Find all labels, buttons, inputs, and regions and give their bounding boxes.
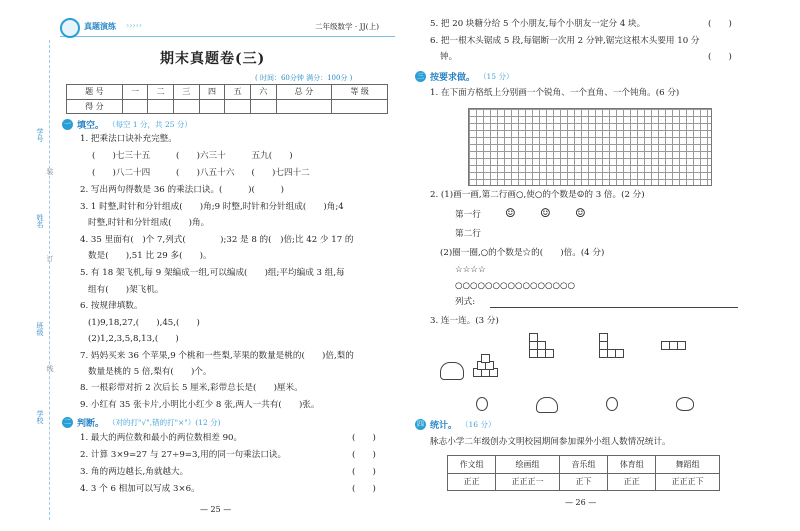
question-line: 4. 35 里面有( )个 7,列式( );32 是 8 的( )倍;比 42 少 17 的 [80, 235, 354, 245]
task-line: 2. (1)画一画,第二行画○,使○的个数是☺的 3 倍。(2 分) [430, 190, 645, 200]
score-table [66, 84, 388, 114]
star-row: ☆☆☆☆ [455, 265, 486, 275]
section-2-title: 判断。 [77, 419, 105, 429]
question-line: 2. 写出两句得数是 36 的乘法口诀。( )( ) [80, 185, 285, 195]
score-cell[interactable] [148, 99, 174, 114]
header-logo-icon [60, 18, 80, 38]
score-cell[interactable] [225, 99, 251, 114]
section-2-number: 二 [64, 418, 71, 426]
smiley-icon: ☺ [575, 206, 586, 220]
row-label-first: 第一行 [455, 210, 481, 220]
question-line: 数是( ),51 比 29 多( )。 [88, 251, 212, 261]
score-table-header-row [67, 85, 388, 100]
side-marker: 订 [46, 255, 54, 262]
question-line: (1)9,18,27,( ),45,( ) [88, 318, 200, 328]
stat-header: 舞蹈组 [656, 456, 720, 474]
score-cell[interactable] [332, 99, 388, 114]
question-line: 组有( )架飞机。 [88, 285, 164, 295]
stat-header: 作文组 [448, 456, 496, 474]
answer-bracket[interactable]: ( ) [708, 52, 732, 62]
score-header: 二 [148, 85, 174, 100]
score-header: 一 [122, 85, 148, 100]
section-4-number: 四 [417, 420, 424, 428]
answer-bracket[interactable]: ( ) [352, 433, 376, 443]
elephant-icon[interactable] [440, 362, 464, 380]
question-line: 1. 把乘法口诀补充完整。 [80, 134, 177, 144]
header-badge: 真题演练 [84, 21, 116, 31]
smiley-icon: ☺ [540, 206, 551, 220]
score-cell[interactable] [173, 99, 199, 114]
bird-icon[interactable] [606, 397, 618, 411]
section-1-score: （每空 1 分，共 25 分） [108, 120, 192, 129]
judge-line: 4. 3 个 6 相加可以写成 3×6。 [80, 484, 200, 494]
section-4-heading [415, 418, 495, 431]
question-line: ( )七三十五 ( )六三十 五九( ) [92, 151, 293, 161]
stat-tally: 正下 [559, 473, 607, 491]
page-subtitle: ( 时间：60分钟 满分：100分 ) [255, 74, 353, 82]
score-header: 题 号 [67, 85, 123, 100]
stat-header-row [448, 456, 720, 474]
stat-intro: 脉志小学二年级创办文明校园期间参加课外小组人数情况统计。 [430, 437, 671, 447]
judge-line: 1. 最大的两位数和最小的两位数相差 90。 [80, 433, 243, 443]
header-subject: 二年级数学 · JJ(上) [315, 22, 380, 31]
judge-line: 6. 把一根木头锯成 5 段,每锯断一次用 2 分钟,锯完这根木头要用 10 分 [430, 36, 700, 46]
equation-answer-line[interactable] [490, 307, 738, 308]
elephant-icon[interactable] [536, 397, 558, 413]
score-header: 五 [225, 85, 251, 100]
circle-row: ○○○○○○○○○○○○○○○○ [455, 281, 575, 291]
binding-line [49, 40, 50, 520]
judge-line: 3. 角的两边越长,角就越大。 [80, 467, 189, 477]
score-header: 六 [250, 85, 276, 100]
score-row-label: 得 分 [67, 99, 123, 114]
section-1-heading [62, 118, 192, 131]
side-marker: 线 [46, 365, 54, 372]
section-1-number: 一 [64, 120, 71, 128]
page-number-left: — 25 — [200, 505, 232, 514]
stat-table [447, 455, 720, 491]
score-cell[interactable] [250, 99, 276, 114]
task-line: (2)圈一圈,○的个数是☆的( )倍。(4 分) [440, 248, 605, 258]
page-number-right: — 26 — [565, 498, 597, 507]
answer-bracket[interactable]: ( ) [352, 467, 376, 477]
score-cell[interactable] [122, 99, 148, 114]
side-label-class: 班级 [36, 322, 44, 336]
section-4-score: （16 分） [461, 420, 496, 429]
grid-paper[interactable] [468, 108, 712, 186]
score-table-score-row [67, 99, 388, 114]
judge-line: 钟。 [440, 52, 458, 62]
question-line: 6. 按规律填数。 [80, 301, 143, 311]
score-header: 等 级 [332, 85, 388, 100]
side-label-name: 姓名 [36, 214, 44, 228]
stat-header: 体育组 [608, 456, 656, 474]
question-line: 7. 妈妈买来 36 个苹果,9 个桃和一些梨,苹果的数量是桃的( )倍,梨的 [80, 351, 354, 361]
stat-header: 绘画组 [496, 456, 560, 474]
judge-line: 5. 把 20 块糖分给 5 个小朋友,每个小朋友一定分 4 块。 [430, 19, 646, 29]
question-line: (2)1,2,3,5,8,13,( ) [88, 334, 179, 344]
butterfly-icon[interactable] [676, 397, 694, 411]
task-line: 3. 连一连。(3 分) [430, 316, 499, 326]
question-line: ( )八二十四 ( )八五十六 ( )七四十二 [92, 168, 310, 178]
score-header: 四 [199, 85, 225, 100]
score-header: 三 [173, 85, 199, 100]
question-line: 5. 有 18 架飞机,每 9 架编成一组,可以编成( )组;平均编成 3 组,每 [80, 268, 345, 278]
header-bar [60, 18, 395, 37]
question-line: 8. 一根彩带对折 2 次后长 5 厘米,彩带总长是( )厘米。 [80, 383, 303, 393]
stat-header: 音乐组 [559, 456, 607, 474]
question-line: 9. 小红有 35 张卡片,小明比小红少 8 张,两人一共有( )张。 [80, 400, 320, 410]
score-cell[interactable] [199, 99, 225, 114]
section-3-heading [415, 70, 513, 83]
stat-tally: 正正正下 [656, 473, 720, 491]
answer-bracket[interactable]: ( ) [352, 484, 376, 494]
stat-tally: 正正 [608, 473, 656, 491]
judge-line: 2. 计算 3×9=27 与 27÷9=3,用的同一句乘法口诀。 [80, 450, 287, 460]
question-line: 时整,时针和分针组成( )角。 [88, 218, 210, 228]
section-1-title: 填空。 [77, 121, 105, 131]
section-3-title: 按要求做。 [430, 73, 476, 83]
answer-bracket[interactable]: ( ) [708, 19, 732, 29]
score-header: 总 分 [276, 85, 332, 100]
equation-label: 列式: [455, 297, 476, 307]
section-2-heading [62, 416, 221, 429]
side-label-student-id: 学号 [36, 128, 44, 142]
stat-tally-row [448, 473, 720, 491]
task-line: 1. 在下面方格纸上分别画一个锐角、一个直角、一个钝角。(6 分) [430, 88, 680, 98]
side-label-school: 学校 [36, 410, 44, 424]
section-4-title: 统计。 [430, 421, 458, 431]
side-marker: 装 [46, 168, 54, 175]
section-3-score: （15 分） [479, 72, 514, 81]
question-line: 3. 1 时整,时针和分针组成( )角;9 时整,时针和分针组成( )角;4 [80, 202, 344, 212]
stat-tally: 正正 [448, 473, 496, 491]
section-3-number: 三 [417, 72, 424, 80]
stat-tally: 正正正一 [496, 473, 560, 491]
question-line: 数量是桃的 5 倍,梨有( )个。 [88, 367, 212, 377]
header-arrows: ››››› [126, 21, 142, 30]
page-title: 期末真题卷(三) [160, 51, 266, 67]
section-2-score: （对的打"√",错的打"×"）(12 分) [108, 418, 221, 427]
answer-bracket[interactable]: ( ) [352, 450, 376, 460]
score-cell[interactable] [276, 99, 332, 114]
row-label-second: 第二行 [455, 229, 481, 239]
smiley-icon: ☺ [505, 206, 516, 220]
bird-icon[interactable] [476, 397, 488, 411]
